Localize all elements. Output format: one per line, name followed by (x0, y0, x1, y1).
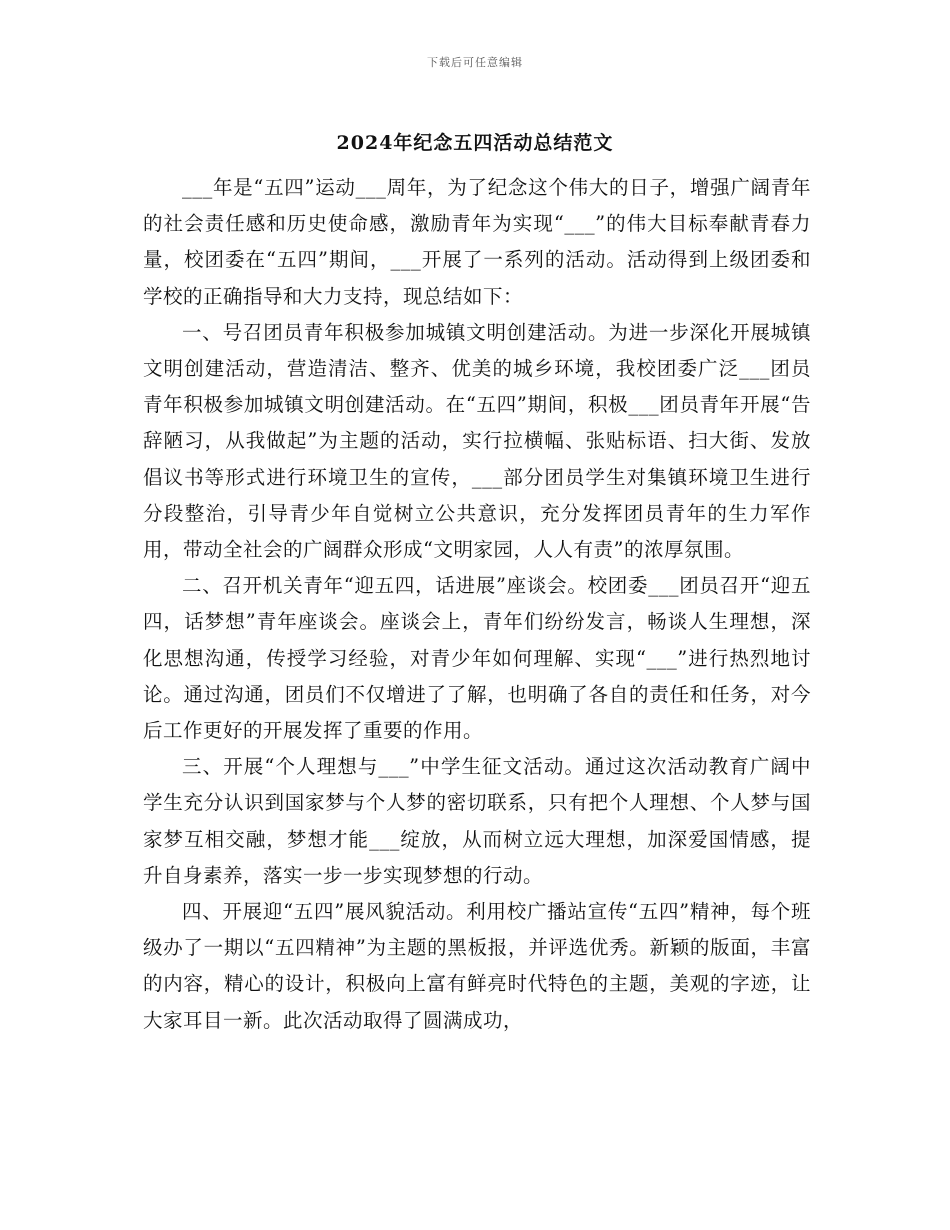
paragraph-section-4: 四、开展迎“五四”展风貌活动。利用校广播站宣传“五四”精神，每个班级办了一期以“五四精神”为主题的黑板报，并评选优秀。新颖的版面，丰富的内容，精心的设计，积极向上富有鲜亮时代特色的主题，美观的字迹，让大家耳目一新。此次活动取得了圆满成功， (143, 900, 811, 1032)
document-body (143, 170, 811, 1039)
paragraph-section-2: 二、召开机关青年“迎五四，话进展”座谈会。校团委___团员召开“迎五四，话梦想”青年座谈会。座谈会上，青年们纷纷发言，畅谈人生理想，深化思想沟通，传授学习经验，对青少年如何理解、实现“___”进行热烈地讨论。通过沟通，团员们不仅增进了了解，也明确了各自的责任和任务，对今后工作更好的开展发挥了重要的作用。 (143, 574, 811, 743)
paragraph-section-1: 一、号召团员青年积极参加城镇文明创建活动。为进一步深化开展城镇文明创建活动，营造清洁、整齐、优美的城乡环境，我校团委广泛___团员青年积极参加城镇文明创建活动。在“五四”期间，积极___团员青年开展“告辞陋习，从我做起”为主题的活动，实行拉横幅、张贴标语、扫大街、发放倡议书等形式进行环境卫生的宣传，___部分团员学生对集镇环境卫生进行分段整治，引导青少年自觉树立公共意识，充分发挥团员青年的生力军作用，带动全社会的广阔群众形成“文明家园，人人有责”的浓厚氛围。 (143, 320, 811, 562)
header-note: 下载后可任意编辑 (427, 56, 523, 69)
paragraph-section-3: 三、开展“个人理想与___”中学生征文活动。通过这次活动教育广阔中学生充分认识到国家梦与个人梦的密切联系，只有把个人理想、个人梦与国家梦互相交融，梦想才能___绽放，从而树立远大理想，加深爱国情感，提升自身素养，落实一步一步实现梦想的行动。 (143, 755, 811, 887)
paragraph-intro: ___年是“五四”运动___周年，为了纪念这个伟大的日子，增强广阔青年的社会责任感和历史使命感，激励青年为实现“___”的伟大目标奉献青春力量，校团委在“五四”期间，___开展了一系列的活动。活动得到上级团委和学校的正确指导和大力支持，现总结如下： (143, 176, 811, 308)
document-title: 2024年纪念五四活动总结范文 (336, 132, 614, 154)
